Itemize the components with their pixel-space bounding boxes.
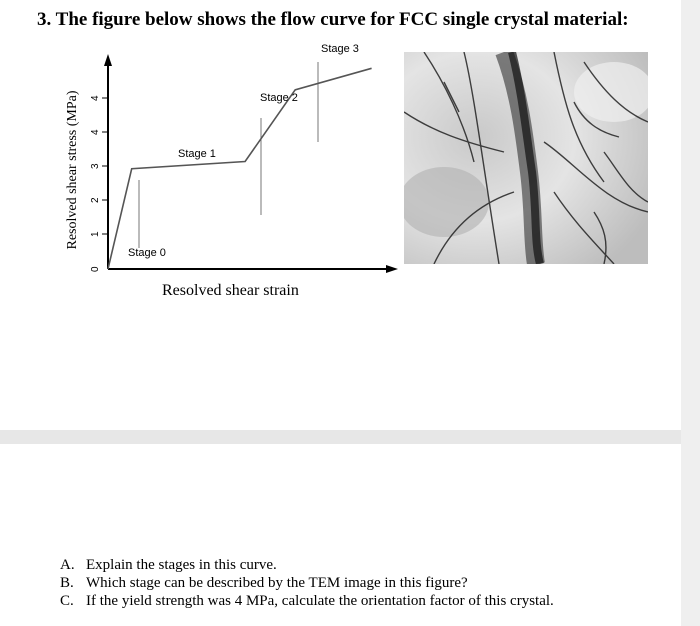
stage-0-label: Stage 0: [128, 247, 166, 259]
x-axis-label: Resolved shear strain: [162, 282, 299, 299]
tem-micrograph-icon: [404, 52, 648, 264]
subquestion-c: [60, 592, 554, 610]
subquestion-text: Which stage can be described by the TEM image in this figure?: [86, 575, 468, 591]
y-tick-label: 4: [90, 129, 101, 135]
y-axis-label: Resolved shear stress (MPa): [65, 90, 80, 250]
section-divider: [0, 430, 681, 444]
y-tick-label: 2: [90, 197, 101, 203]
tem-micrograph-image: [404, 52, 648, 264]
flow-curve-chart: [0, 0, 400, 300]
y-axis-arrow: [104, 54, 112, 66]
subquestion-a: [60, 556, 554, 574]
right-margin-strip: [681, 0, 700, 626]
subquestion-list: [60, 556, 554, 610]
y-tick-label: 1: [90, 231, 101, 237]
subquestion-letter: A.: [60, 557, 75, 573]
flow-curve-line: [108, 68, 372, 269]
y-tick-label: 4: [90, 95, 101, 101]
question-title: 3. The figure below shows the flow curve for FCC single crystal material:: [37, 9, 629, 30]
subquestion-letter: C.: [60, 593, 74, 609]
y-tick-label: 3: [90, 163, 101, 169]
subquestion-b: [60, 574, 554, 592]
y-tick-label: 0: [90, 266, 101, 272]
subquestion-text: Explain the stages in this curve.: [86, 557, 277, 573]
stage-1-label: Stage 1: [178, 148, 216, 160]
stage-3-label: Stage 3: [321, 43, 359, 55]
subquestion-text: If the yield strength was 4 MPa, calculate the orientation factor of this crystal.: [86, 593, 554, 609]
x-axis-arrow: [386, 265, 398, 273]
stage-2-label: Stage 2: [260, 92, 298, 104]
y-tick-group: [90, 95, 108, 272]
subquestion-letter: B.: [60, 575, 74, 591]
